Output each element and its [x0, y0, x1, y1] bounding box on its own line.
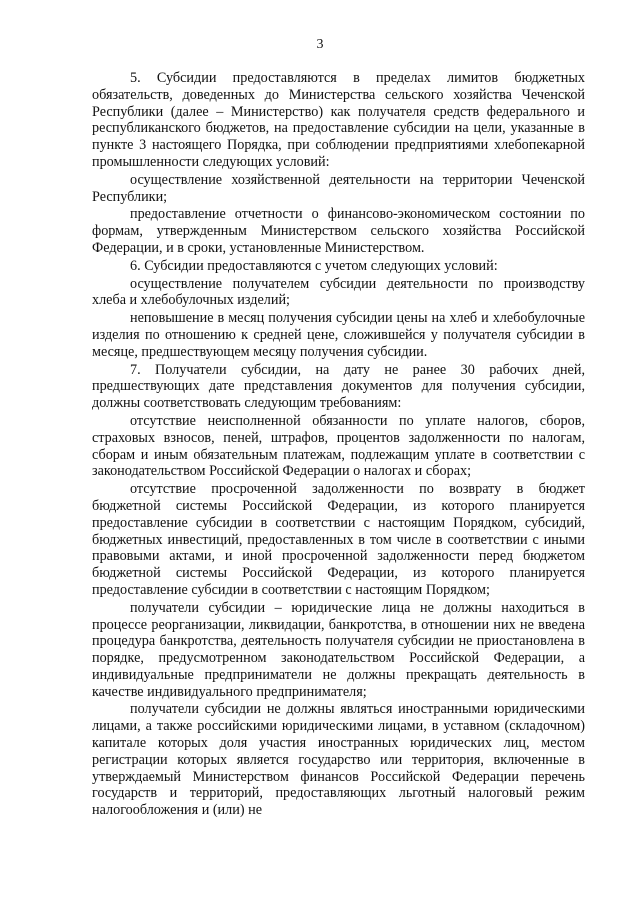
- paragraph-7: 7. Получатели субсидии, на дату не ранее 30 рабочих дней, предшествующих дате представления документов для получения субсидии, должны соответствовать следующим требованиям:: [92, 361, 585, 412]
- paragraph-condition-price: неповышение в месяц получения субсидии цены на хлеб и хлебобулочные изделия по отношению к средней цене, сложившейся у получателя субсидии в месяце, предшествующем месяцу получения субсидии.: [92, 310, 585, 360]
- paragraph-5: 5. Субсидии предоставляются в пределах лимитов бюджетных обязательств, доведенных до Министерства сельского хозяйства Чеченской Республики (далее – Министерство) как получателя средств федерального и республиканского бюджетов, на предоставление субсидии на цели, указанные в пункте 3 настоящего Порядка, при соблюдении предприятиями хлебопекарной промышленности следующих условий:: [92, 70, 585, 170]
- paragraph-requirement-taxes: отсутствие неисполненной обязанности по уплате налогов, сборов, страховых взносов, пеней, штрафов, процентов задолженности по налогам, сборам и иным обязательным платежам, подлежащим уплате в соответствии с законодательством Российской Федерации о налогах и сборах;: [92, 412, 585, 480]
- paragraph-condition-reporting: предоставление отчетности о финансово-экономическом состоянии по формам, утвержденным Министерством сельского хозяйства Российской Федерации, и в сроки, установленные Министерством.: [92, 206, 585, 256]
- paragraph-requirement-debt: отсутствие просроченной задолженности по возврату в бюджет бюджетной системы Российской Федерации, из которого планируется предоставление субсидии в соответствии с настоящим Порядком, субсидий, бюджетных инвестиций, предоставленных в том числе в соответствии с иными правовыми актами, и иной просроченной задолженности перед бюджетом бюджетной системы Российской Федерации, из которого планируется предоставление субсидии в соответствии с настоящим Порядком;: [92, 481, 585, 598]
- paragraph-requirement-foreign: получатели субсидии не должны являться иностранными юридическими лицами, а также российскими юридическими лицами, в уставном (складочном) капитале которых доля участия иностранных юридических лиц, местом регистрации которых является государство или территория, включенные в утверждаемый Министерством финансов Российской Федерации перечень государств и территорий, предоставляющих льготный налоговый режим налогообложения и (или) не: [92, 701, 585, 819]
- paragraph-condition-production: осуществление получателем субсидии деятельности по производству хлеба и хлебобулочных изделий;: [92, 275, 585, 309]
- page-number: 3: [316, 37, 324, 52]
- paragraph-requirement-reorganization: получатели субсидии – юридические лица не должны находиться в процессе реорганизации, ликвидации, банкротства, в отношении них не введена процедура банкротства, деятельность получателя субсидии не приостановлена в порядке, предусмотренном законодательством Российской Федерации, а индивидуальные предприниматели не должны прекращать деятельность в качестве индивидуального предпринимателя;: [92, 599, 585, 700]
- document-body: [92, 70, 585, 820]
- paragraph-6: 6. Субсидии предоставляются с учетом следующих условий:: [130, 257, 498, 274]
- paragraph-condition-territory: осуществление хозяйственной деятельности на территории Чеченской Республики;: [92, 171, 585, 205]
